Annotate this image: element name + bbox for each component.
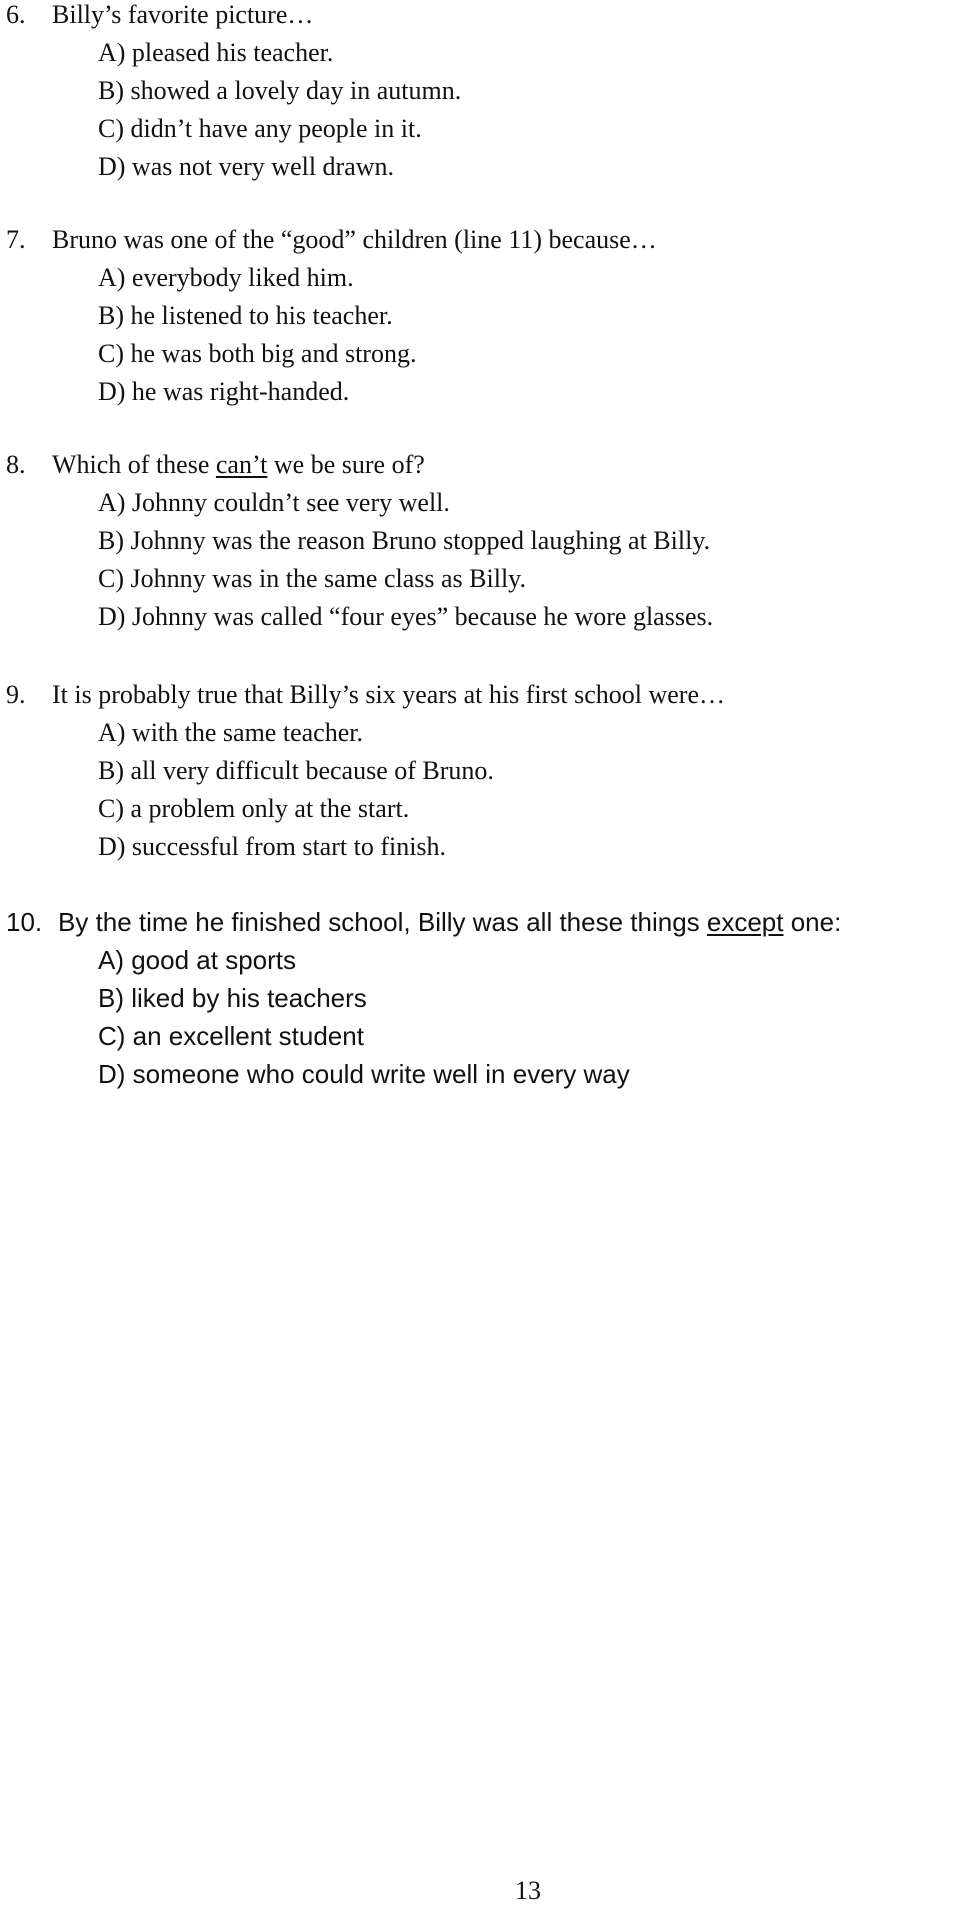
question-stem-after: we be sure of? [267, 450, 425, 479]
option-c: C) Johnny was in the same class as Billy. [98, 564, 526, 593]
option-d: D) he was right-handed. [98, 377, 350, 406]
option-b: B) showed a lovely day in autumn. [98, 76, 462, 105]
question-9 [0, 676, 725, 866]
option-a: A) pleased his teacher. [98, 38, 334, 67]
question-8 [0, 446, 713, 636]
option-b: B) he listened to his teacher. [98, 301, 393, 330]
question-stem-underlined: except [706, 907, 784, 937]
option-b: B) Johnny was the reason Bruno stopped laughing at Billy. [98, 526, 711, 555]
option-a: A) good at sports [98, 945, 296, 975]
question-number: 9. [6, 680, 26, 709]
option-a: A) with the same teacher. [98, 718, 363, 747]
option-c: C) a problem only at the start. [98, 794, 410, 823]
question-stem-before: By the time he finished school, Billy was all these things [58, 907, 707, 937]
option-d: D) successful from start to finish. [98, 832, 447, 861]
option-a: A) Johnny couldn’t see very well. [98, 488, 450, 517]
question-stem: Bruno was one of the “good” children (line 11) because… [52, 225, 657, 254]
question-10 [0, 903, 841, 1093]
question-number: 10. [6, 907, 43, 937]
question-7 [0, 221, 657, 411]
question-7-stem-line [0, 221, 657, 259]
option-c: C) didn’t have any people in it. [98, 114, 422, 143]
option-d: D) someone who could write well in every way [98, 1059, 630, 1089]
question-number: 6. [6, 0, 26, 29]
question-number: 7. [6, 225, 26, 254]
question-6 [0, 0, 461, 186]
question-stem-after: one: [783, 907, 842, 937]
option-d: D) Johnny was called “four eyes” because he wore glasses. [98, 602, 714, 631]
question-9-stem-line [0, 676, 725, 714]
question-10-stem-line [0, 903, 841, 941]
option-c: C) he was both big and strong. [98, 339, 417, 368]
question-6-stem-line [0, 0, 461, 34]
question-stem: Billy’s favorite picture… [52, 0, 314, 29]
question-stem: It is probably true that Billy’s six years at his first school were… [52, 680, 725, 709]
question-number: 8. [6, 450, 26, 479]
option-d: D) was not very well drawn. [98, 152, 395, 181]
page-number: 13 [515, 1876, 541, 1905]
question-stem-underlined: can’t [215, 450, 268, 479]
question-stem-before: Which of these [52, 450, 216, 479]
question-8-stem-line [0, 446, 713, 484]
option-b: B) liked by his teachers [98, 983, 367, 1013]
option-a: A) everybody liked him. [98, 263, 354, 292]
option-c: C) an excellent student [98, 1021, 364, 1051]
option-b: B) all very difficult because of Bruno. [98, 756, 494, 785]
